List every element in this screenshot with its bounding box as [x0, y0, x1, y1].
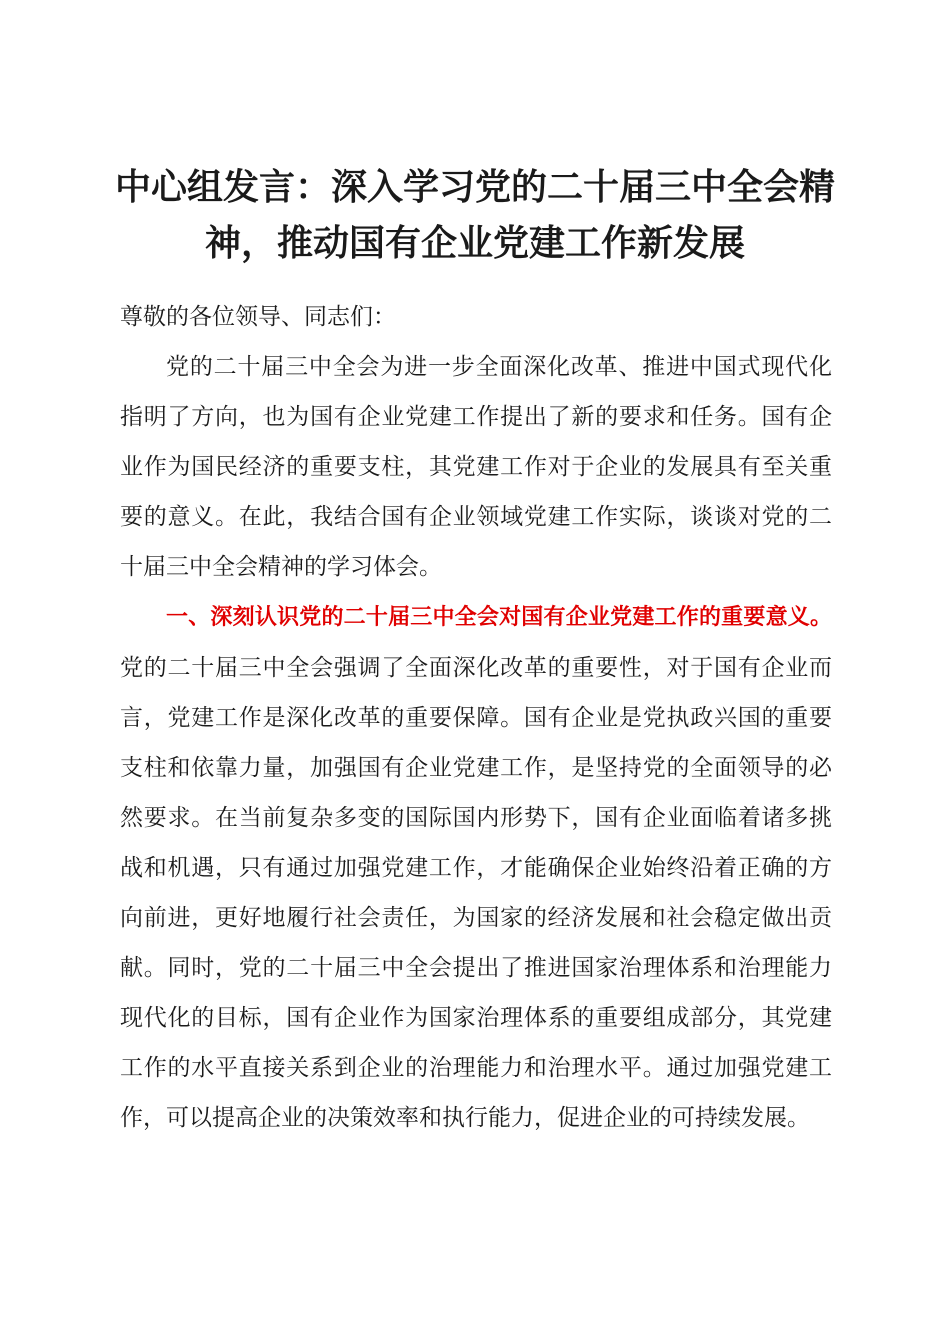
section-1-heading: 一、深刻认识党的二十届三中全会对国有企业党建工作的重要意义。	[166, 605, 832, 630]
salutation: 尊敬的各位领导、同志们：	[120, 304, 396, 330]
document-body	[120, 292, 832, 1143]
document-title	[100, 160, 850, 272]
title-line-2: 神，推动国有企业党建工作新发展	[204, 223, 745, 264]
section-1-body: 党的二十届三中全会强调了全面深化改革的重要性，对于国有企业而言，党建工作是深化改革的重要保障。国有企业是党执政兴国的重要支柱和依靠力量，加强国有企业党建工作，是坚持党的全面领导的必然要求。在当前复杂多变的国际国内形势下，国有企业面临着诸多挑战和机遇，只有通过加强党建工作，才能确保企业始终沿着正确的方向前进，更好地履行社会责任，为国家的经济发展和社会稳定做出贡献。同时，党的二十届三中全会提出了推进国家治理体系和治理能力现代化的目标，国有企业作为国家治理体系的重要组成部分，其党建工作的水平直接关系到企业的治理能力和治理水平。通过加强党建工作，可以提高企业的决策效率和执行能力，促进企业的可持续发展。	[120, 655, 832, 1131]
section-1-paragraph	[120, 592, 832, 1143]
intro-paragraph: 党的二十届三中全会为进一步全面深化改革、推进中国式现代化指明了方向，也为国有企业党建工作提出了新的要求和任务。国有企业作为国民经济的重要支柱，其党建工作对于企业的发展具有至关重要的意义。在此，我结合国有企业领域党建工作实际，谈谈对党的二十届三中全会精神的学习体会。	[120, 354, 832, 580]
title-line-1: 中心组发言：深入学习党的二十届三中全会精	[114, 167, 835, 208]
